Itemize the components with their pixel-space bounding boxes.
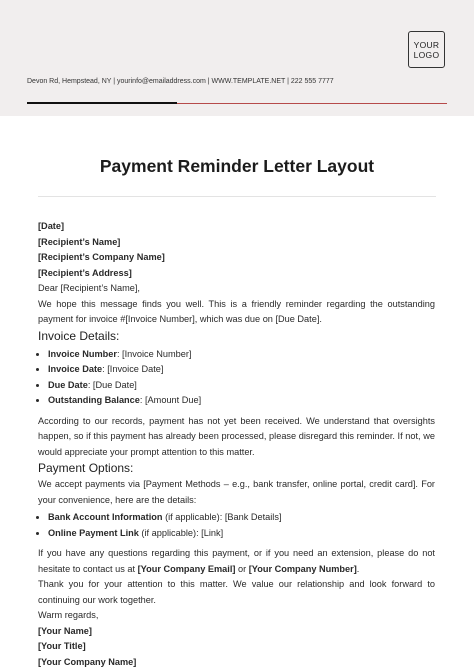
- list-item-value: : [Amount Due]: [139, 395, 202, 405]
- list-item-label: Invoice Date: [48, 364, 103, 374]
- list-item: [48, 347, 435, 363]
- intro-paragraph: We hope this message finds you well. This is a friendly reminder regarding the outstanding payment for invoice #[Invoice Number], which was due on [Due Date].: [38, 298, 435, 324]
- letter-body: [38, 219, 435, 670]
- header-rule-dark: [27, 102, 177, 104]
- list-item-label: Invoice Number: [48, 348, 117, 359]
- invoice-details-list: [38, 347, 435, 409]
- company-email: [Your Company Email]: [137, 563, 236, 574]
- list-item: [48, 378, 435, 394]
- list-item-label: Outstanding Balance: [48, 395, 140, 405]
- list-item-value: (if applicable): [Bank Details]: [162, 512, 282, 522]
- document-title: Payment Reminder Letter Layout: [99, 156, 375, 176]
- invoice-details-heading: Invoice Details:: [38, 328, 120, 343]
- list-item-label: Bank Account Information: [48, 512, 163, 522]
- list-item: [48, 362, 435, 378]
- payment-options-list: [38, 510, 435, 541]
- closing: Warm regards,: [38, 610, 99, 620]
- list-item-value: : [Invoice Date]: [102, 364, 164, 374]
- sender-company: [Your Company Name]: [38, 656, 137, 667]
- recipient-name: [Recipient’s Name]: [38, 236, 121, 247]
- thanks-paragraph: Thank you for your attention to this matter. We value our relationship and look forward to continuing our work together.: [38, 579, 435, 605]
- list-item-label: Due Date: [48, 379, 88, 390]
- title-divider: [38, 196, 436, 197]
- sender-title: [Your Title]: [38, 641, 86, 651]
- letter-date: [Date]: [38, 221, 65, 231]
- list-item: [48, 393, 435, 409]
- logo-text-line2: LOGO: [413, 49, 440, 60]
- sender-name: [Your Name]: [38, 625, 92, 636]
- list-item-value: (if applicable): [Link]: [138, 527, 224, 538]
- questions-text: If you have any questions regarding this payment, or if you need an extension, please do not hesitate to contact us at: [38, 548, 435, 574]
- questions-paragraph: [38, 546, 435, 577]
- questions-or: or: [235, 563, 249, 574]
- recipient-company: [Recipient’s Company Name]: [38, 252, 165, 262]
- questions-end: .: [356, 563, 360, 574]
- header-rule-red: [177, 103, 447, 104]
- list-item-label: Online Payment Link: [48, 527, 139, 538]
- payment-options-heading: Payment Options:: [38, 461, 134, 475]
- list-item-value: : [Invoice Number]: [116, 348, 192, 359]
- list-item-value: : [Due Date]: [87, 379, 137, 390]
- company-logo: [408, 31, 445, 68]
- list-item: [48, 510, 435, 526]
- contact-info: Devon Rd, Hempstead, NY | yourinfo@emailaddress.com | WWW.TEMPLATE.NET | 222 555 7777: [27, 78, 334, 85]
- records-paragraph: According to our records, payment has not yet been received. We understand that oversights happen, so if this payment has already been processed, please disregard this reminder. If not, we would appreciate your prompt attention to this matter.: [38, 415, 435, 457]
- recipient-address: [Recipient’s Address]: [38, 267, 132, 278]
- company-number: [Your Company Number]: [248, 563, 357, 574]
- payment-paragraph: We accept payments via [Payment Methods – e.g., bank transfer, online portal, credit card]. For your convenience, here are the details:: [38, 479, 435, 505]
- logo-text-line1: YOUR: [413, 39, 440, 50]
- list-item: [48, 526, 435, 542]
- letterhead: [0, 0, 474, 116]
- salutation: Dear [Recipient’s Name],: [38, 283, 140, 293]
